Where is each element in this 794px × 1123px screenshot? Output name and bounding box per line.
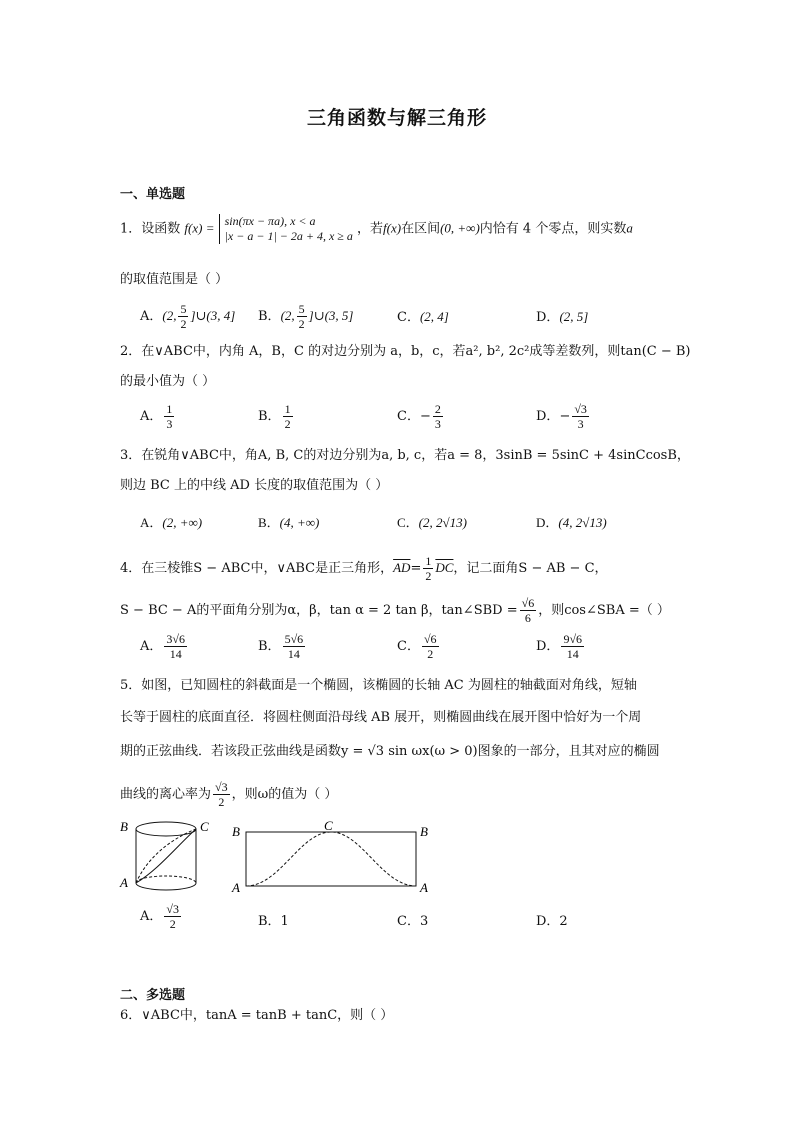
option-value: (2, 5] — [559, 309, 589, 324]
option-value: ]∪(3, 5] — [308, 308, 354, 323]
question-6-line-1: 6．∨ABC中，tanA = tanB + tanC，则（ ） — [120, 1008, 394, 1023]
q3-option-c[interactable]: C．(2, 2√13) — [397, 515, 467, 530]
option-value: (2, — [162, 308, 177, 323]
q1-text2: 在区间 — [401, 221, 441, 237]
question-5-line-3: 期的正弦曲线．若该段正弦曲线是函数y = √3 sin ωx(ω > 0)图象的一部分，且其对应的椭圆 — [120, 744, 660, 759]
q1-option-c[interactable] — [397, 306, 449, 325]
fig-label-b: B — [232, 824, 240, 839]
question-3-line-2: 则边 BC 上的中线 AD 长度的取值范围为（ ） — [120, 478, 389, 493]
option-fraction: $\frac{5}{2}$ — [298, 302, 305, 331]
q1-case-1: sin(πx − πa), x < a — [224, 214, 316, 228]
unrolled-figure — [230, 818, 440, 898]
option-label: A． — [140, 309, 163, 324]
option-label: A． — [140, 409, 163, 424]
option-label: B． — [258, 309, 281, 324]
q4-fraction: $\frac{1}{2}$ — [425, 554, 432, 583]
q4-vector-ad: $\overline{AD}$ — [393, 560, 411, 575]
option-fraction: $\frac{5}{2}$ — [180, 302, 187, 331]
q2-option-c[interactable] — [397, 402, 445, 431]
q1-option-a[interactable] — [140, 302, 235, 331]
option-label: D． — [536, 409, 560, 424]
q1-case-2: |x − a − 1| − 2a + 4, x ≥ a — [224, 229, 353, 243]
q1-prefix: 1．设函数 — [120, 221, 181, 237]
question-5-line-4: 曲线的离心率为 $\frac{√3}{2}$ ，则ω的值为（ ） — [120, 780, 338, 809]
q1-function: f(x) = — [184, 220, 215, 236]
q4-text: ，记二面角S − AB − C， — [453, 561, 608, 576]
q1-text3: 内恰有 4 个零点，则实数 — [479, 221, 627, 237]
fig-label-b: B — [420, 824, 428, 839]
option-fraction: $\frac{1}{2}$ — [284, 402, 291, 431]
fig-label-a: A — [420, 880, 428, 895]
q5-option-d[interactable]: D．2 — [536, 914, 568, 929]
section-single-choice: 一、单选题 — [120, 187, 186, 202]
q4-option-c[interactable]: C． $\frac{√6}{2}$ — [397, 632, 437, 661]
q2-option-d[interactable] — [536, 402, 591, 431]
q1-option-d[interactable] — [536, 306, 588, 325]
question-4-line-1 — [120, 554, 608, 583]
q4-text: ，则cos∠SBA =（ ） — [538, 603, 670, 618]
q1-fx: f(x) — [383, 220, 402, 236]
question-1-line-2: 的取值范围是（ ） — [120, 272, 229, 287]
option-value: (2, 4] — [419, 309, 449, 324]
question-2-line-2: 的最小值为（ ） — [120, 374, 216, 389]
question-5-line-2: 长等于圆柱的底面直径．将圆柱侧面沿母线 AB 展开，则椭圆曲线在展开图中恰好为一个周 — [120, 710, 642, 725]
q1-mid: ，若 — [357, 221, 384, 237]
question-1-line-1 — [120, 214, 633, 244]
option-label: D． — [536, 310, 560, 325]
q5-option-c[interactable]: C．3 — [397, 914, 429, 929]
question-4-line-2 — [120, 596, 670, 625]
q4-text: 4．在三棱锥S − ABC中，∨ABC是正三角形， — [120, 561, 394, 576]
option-sign: − — [419, 409, 431, 424]
q3-option-b[interactable]: B．(4, +∞) — [258, 515, 320, 530]
q3-option-a[interactable]: A．(2, +∞) — [140, 515, 203, 530]
option-fraction: $\frac{√3}{3}$ — [574, 402, 587, 431]
section-multiple-choice: 二、多选题 — [120, 988, 186, 1003]
option-fraction: $\frac{1}{3}$ — [166, 402, 173, 431]
page-title: 三角函数与解三角形 — [306, 107, 487, 129]
q4-option-b[interactable]: B． $\frac{5√6}{14}$ — [258, 632, 304, 661]
option-label: C． — [397, 409, 420, 424]
fig-label-c: C — [324, 818, 333, 833]
q4-eq: = — [410, 561, 422, 576]
fig-label-a: A — [232, 880, 240, 895]
q2-option-a[interactable] — [140, 402, 176, 431]
q1-interval: (0, +∞) — [440, 220, 480, 236]
question-2-line-1: 2．在∨ABC中，内角 A，B，C 的对边分别为 a，b，c，若a², b², 2c²成等差数列，则tan(C − B) — [120, 344, 691, 359]
cylinder-figure — [118, 815, 218, 900]
option-label: B． — [258, 409, 281, 424]
q1-piecewise — [219, 214, 353, 244]
q4-fraction: $\frac{√6}{6}$ — [521, 596, 535, 625]
q5-option-a[interactable]: A． $\frac{√3}{2}$ — [140, 902, 179, 931]
q1-option-b[interactable] — [258, 302, 354, 331]
fig-label-a: A — [120, 875, 128, 890]
q3-option-d[interactable]: D．(4, 2√13) — [536, 515, 607, 530]
fig-label-c: C — [200, 819, 209, 834]
option-fraction: $\frac{2}{3}$ — [434, 402, 441, 431]
q4-option-d[interactable]: D． $\frac{9√6}{14}$ — [536, 632, 583, 661]
option-label: C． — [397, 310, 420, 325]
option-value: (2, — [280, 308, 295, 323]
option-sign: − — [559, 409, 571, 424]
q4-option-a[interactable]: A． $\frac{3√6}{14}$ — [140, 632, 185, 661]
q4-text: S − BC − A的平面角分别为α，β，tan α = 2 tan β，tan∠SBD = — [120, 603, 518, 618]
question-3-line-1: 3．在锐角∨ABC中，角A, B, C的对边分别为a, b, c，若a = 8，3sinB = 5sinC + 4sinCcosB， — [120, 448, 690, 463]
fig-label-b: B — [120, 819, 128, 834]
question-5-line-1: 5．如图，已知圆柱的斜截面是一个椭圆，该椭圆的长轴 AC 为圆柱的轴截面对角线，短轴 — [120, 678, 637, 693]
option-value: ]∪(3, 4] — [190, 308, 236, 323]
q4-vector-dc: $\overline{DC}$ — [435, 560, 454, 575]
q2-option-b[interactable] — [258, 402, 295, 431]
q5-option-b[interactable]: B．1 — [258, 914, 289, 929]
q1-var: a — [626, 220, 633, 236]
